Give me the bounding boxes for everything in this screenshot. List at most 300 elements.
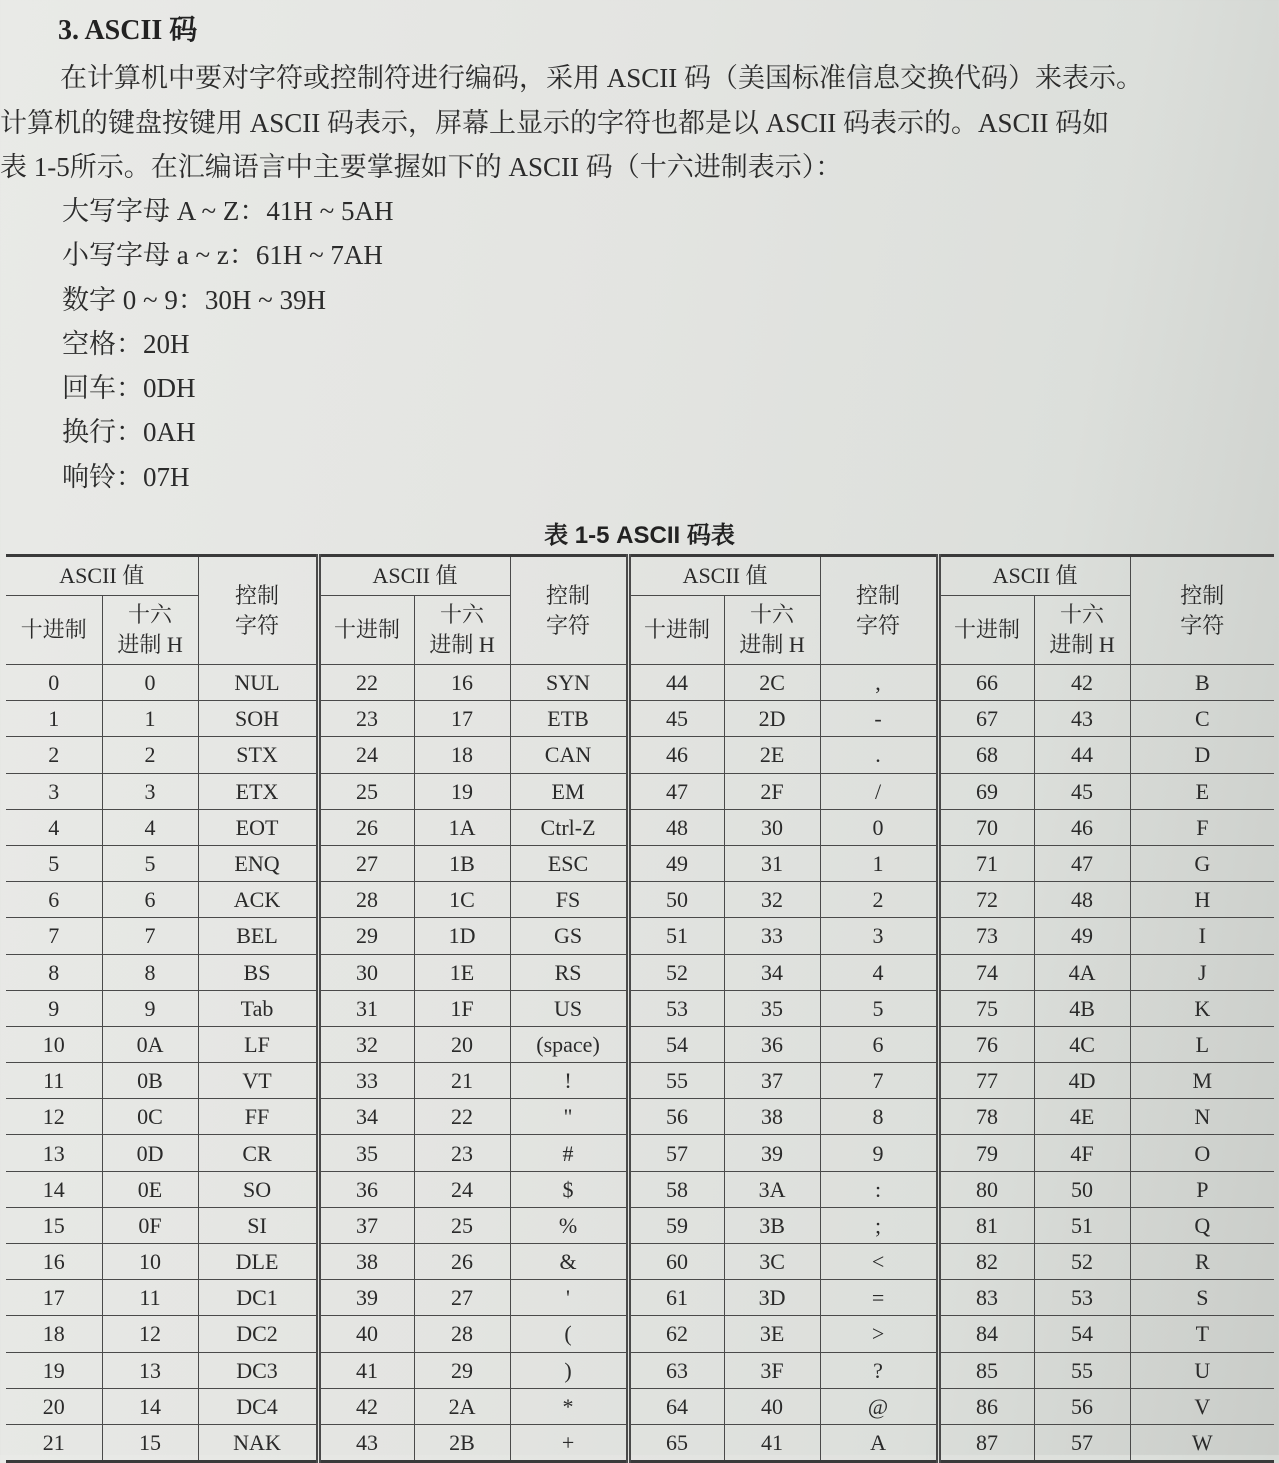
- char-cell: G: [1130, 845, 1274, 881]
- decimal-cell: 71: [938, 845, 1034, 881]
- hex-cell: 50: [1034, 1171, 1130, 1207]
- hex-cell: 26: [414, 1244, 510, 1280]
- hex-cell: 3C: [724, 1244, 820, 1280]
- hex-cell: 0: [102, 665, 198, 701]
- table-row: [6, 1244, 1274, 1280]
- decimal-cell: 81: [938, 1207, 1034, 1243]
- decimal-cell: 67: [938, 701, 1034, 737]
- hex-cell: 6: [102, 882, 198, 918]
- hex-cell: 4: [102, 809, 198, 845]
- table-row: [6, 845, 1274, 881]
- table-row: [6, 1316, 1274, 1352]
- table-row: [6, 882, 1274, 918]
- hex-cell: 30: [724, 809, 820, 845]
- table-row: [6, 1099, 1274, 1135]
- header-text: 进制 H: [429, 632, 495, 657]
- char-cell: STX: [198, 737, 318, 773]
- hex-cell: 48: [1034, 882, 1130, 918]
- decimal-cell: 2: [6, 737, 102, 773]
- header-text: 进制 H: [117, 632, 183, 657]
- header-text: 十六: [128, 602, 173, 627]
- hex-cell: 0C: [102, 1099, 198, 1135]
- table-row: [6, 954, 1274, 990]
- char-cell: ETX: [198, 773, 318, 809]
- decimal-cell: 34: [318, 1099, 414, 1135]
- decimal-cell: 60: [628, 1244, 724, 1280]
- header-control-char: [1130, 556, 1274, 665]
- char-cell: 0: [820, 809, 938, 845]
- char-cell: GS: [510, 918, 628, 954]
- hex-cell: 38: [724, 1099, 820, 1135]
- char-cell: =: [820, 1280, 938, 1316]
- decimal-cell: 54: [628, 1026, 724, 1062]
- ascii-table-container: [6, 554, 1274, 1463]
- hex-cell: 4B: [1034, 990, 1130, 1026]
- decimal-cell: 22: [318, 665, 414, 701]
- table-row: [6, 1171, 1274, 1207]
- char-cell: H: [1130, 882, 1274, 918]
- decimal-cell: 15: [6, 1207, 102, 1243]
- char-cell: %: [510, 1207, 628, 1243]
- hex-cell: 2A: [414, 1388, 510, 1424]
- char-cell: T: [1130, 1316, 1274, 1352]
- char-cell: 5: [820, 990, 938, 1026]
- char-cell: EM: [510, 773, 628, 809]
- list-item: 响铃：07H: [62, 461, 190, 492]
- hex-cell: 3D: [724, 1280, 820, 1316]
- hex-cell: 1B: [414, 845, 510, 881]
- decimal-cell: 69: [938, 773, 1034, 809]
- hex-cell: 0D: [102, 1135, 198, 1171]
- char-cell: DC4: [198, 1388, 318, 1424]
- decimal-cell: 61: [628, 1280, 724, 1316]
- decimal-cell: 6: [6, 882, 102, 918]
- hex-cell: 0E: [102, 1171, 198, 1207]
- char-cell: ACK: [198, 882, 318, 918]
- char-cell: S: [1130, 1280, 1274, 1316]
- char-cell: 9: [820, 1135, 938, 1171]
- decimal-cell: 45: [628, 701, 724, 737]
- char-cell: M: [1130, 1063, 1274, 1099]
- char-cell: DC1: [198, 1280, 318, 1316]
- paragraph-line: 在计算机中要对字符或控制符进行编码，采用 ASCII 码（美国标准信息交换代码）来表示。: [60, 63, 1144, 93]
- char-cell: ETB: [510, 701, 628, 737]
- char-cell: K: [1130, 990, 1274, 1026]
- char-cell: ?: [820, 1352, 938, 1388]
- table-row: [6, 1026, 1274, 1062]
- hex-cell: 3A: [724, 1171, 820, 1207]
- char-cell: CAN: [510, 737, 628, 773]
- hex-cell: 20: [414, 1026, 510, 1062]
- decimal-cell: 86: [938, 1388, 1034, 1424]
- hex-cell: 9: [102, 990, 198, 1026]
- table-row: [6, 1135, 1274, 1171]
- table-body: [6, 665, 1274, 1462]
- header-text: 进制 H: [1049, 632, 1115, 657]
- hex-cell: 14: [102, 1388, 198, 1424]
- ascii-table: [6, 554, 1274, 1463]
- decimal-cell: 1: [6, 701, 102, 737]
- section-heading: 3. ASCII 码: [58, 15, 198, 46]
- header-ascii-value: ASCII 值: [318, 556, 510, 596]
- hex-cell: 47: [1034, 845, 1130, 881]
- hex-cell: 1F: [414, 990, 510, 1026]
- list-item: 大写字母 A ~ Z：41H ~ 5AH: [62, 196, 394, 226]
- hex-cell: 57: [1034, 1424, 1130, 1461]
- decimal-cell: 85: [938, 1352, 1034, 1388]
- hex-cell: 29: [414, 1352, 510, 1388]
- decimal-cell: 7: [6, 918, 102, 954]
- decimal-cell: 18: [6, 1316, 102, 1352]
- char-cell: NUL: [198, 665, 318, 701]
- decimal-cell: 79: [938, 1135, 1034, 1171]
- decimal-cell: 87: [938, 1424, 1034, 1461]
- table-row: [6, 773, 1274, 809]
- char-cell: .: [820, 737, 938, 773]
- char-cell: FS: [510, 882, 628, 918]
- hex-cell: 4D: [1034, 1063, 1130, 1099]
- header-hex: [724, 596, 820, 665]
- header-text: 字符: [235, 612, 280, 638]
- decimal-cell: 49: [628, 845, 724, 881]
- hex-cell: 18: [414, 737, 510, 773]
- hex-cell: 7: [102, 918, 198, 954]
- char-cell: 3: [820, 918, 938, 954]
- header-decimal: 十进制: [318, 596, 414, 665]
- hex-cell: 23: [414, 1135, 510, 1171]
- char-cell: SO: [198, 1171, 318, 1207]
- hex-cell: 34: [724, 954, 820, 990]
- table-row: [6, 809, 1274, 845]
- hex-cell: 24: [414, 1171, 510, 1207]
- char-cell: FF: [198, 1099, 318, 1135]
- ascii-key-codes-list: [62, 189, 393, 499]
- header-text: 进制 H: [739, 632, 805, 657]
- decimal-cell: 29: [318, 918, 414, 954]
- char-cell: Tab: [198, 990, 318, 1026]
- table-row: [6, 1388, 1274, 1424]
- decimal-cell: 19: [6, 1352, 102, 1388]
- hex-cell: 21: [414, 1063, 510, 1099]
- table-row: [6, 1063, 1274, 1099]
- char-cell: ": [510, 1099, 628, 1135]
- hex-cell: 8: [102, 954, 198, 990]
- hex-cell: 22: [414, 1099, 510, 1135]
- hex-cell: 37: [724, 1063, 820, 1099]
- hex-cell: 2D: [724, 701, 820, 737]
- decimal-cell: 83: [938, 1280, 1034, 1316]
- char-cell: ESC: [510, 845, 628, 881]
- hex-cell: 3F: [724, 1352, 820, 1388]
- decimal-cell: 24: [318, 737, 414, 773]
- header-text: 十六: [1060, 602, 1105, 627]
- hex-cell: 56: [1034, 1388, 1130, 1424]
- hex-cell: 41: [724, 1424, 820, 1461]
- char-cell: SI: [198, 1207, 318, 1243]
- char-cell: RS: [510, 954, 628, 990]
- decimal-cell: 13: [6, 1135, 102, 1171]
- header-ascii-value: ASCII 值: [628, 556, 820, 596]
- table-row: [6, 1280, 1274, 1316]
- char-cell: R: [1130, 1244, 1274, 1280]
- char-cell: L: [1130, 1026, 1274, 1062]
- decimal-cell: 31: [318, 990, 414, 1026]
- char-cell: U: [1130, 1352, 1274, 1388]
- header-control-char: [820, 556, 938, 665]
- char-cell: 2: [820, 882, 938, 918]
- char-cell: DC2: [198, 1316, 318, 1352]
- decimal-cell: 62: [628, 1316, 724, 1352]
- decimal-cell: 9: [6, 990, 102, 1026]
- char-cell: J: [1130, 954, 1274, 990]
- decimal-cell: 25: [318, 773, 414, 809]
- decimal-cell: 72: [938, 882, 1034, 918]
- hex-cell: 43: [1034, 701, 1130, 737]
- char-cell: @: [820, 1388, 938, 1424]
- char-cell: 1: [820, 845, 938, 881]
- hex-cell: 40: [724, 1388, 820, 1424]
- header-decimal: 十进制: [6, 596, 102, 665]
- decimal-cell: 32: [318, 1026, 414, 1062]
- hex-cell: 27: [414, 1280, 510, 1316]
- decimal-cell: 38: [318, 1244, 414, 1280]
- list-item: 空格：20H: [62, 328, 190, 359]
- hex-cell: 10: [102, 1244, 198, 1280]
- decimal-cell: 43: [318, 1424, 414, 1461]
- hex-cell: 0A: [102, 1026, 198, 1062]
- hex-cell: 11: [102, 1280, 198, 1316]
- char-cell: E: [1130, 773, 1274, 809]
- hex-cell: 36: [724, 1026, 820, 1062]
- hex-cell: 17: [414, 701, 510, 737]
- decimal-cell: 44: [628, 665, 724, 701]
- hex-cell: 49: [1034, 918, 1130, 954]
- hex-cell: 4E: [1034, 1099, 1130, 1135]
- decimal-cell: 20: [6, 1388, 102, 1424]
- decimal-cell: 46: [628, 737, 724, 773]
- char-cell: Ctrl-Z: [510, 809, 628, 845]
- decimal-cell: 5: [6, 845, 102, 881]
- decimal-cell: 47: [628, 773, 724, 809]
- decimal-cell: 78: [938, 1099, 1034, 1135]
- hex-cell: 0F: [102, 1207, 198, 1243]
- decimal-cell: 8: [6, 954, 102, 990]
- char-cell: W: [1130, 1424, 1274, 1461]
- char-cell: Q: [1130, 1207, 1274, 1243]
- char-cell: /: [820, 773, 938, 809]
- char-cell: B: [1130, 665, 1274, 701]
- header-text: 字符: [546, 612, 591, 638]
- hex-cell: 3B: [724, 1207, 820, 1243]
- decimal-cell: 16: [6, 1244, 102, 1280]
- char-cell: 4: [820, 954, 938, 990]
- decimal-cell: 74: [938, 954, 1034, 990]
- decimal-cell: 57: [628, 1135, 724, 1171]
- hex-cell: 19: [414, 773, 510, 809]
- char-cell: +: [510, 1424, 628, 1461]
- table-row: [6, 918, 1274, 954]
- char-cell: VT: [198, 1063, 318, 1099]
- decimal-cell: 35: [318, 1135, 414, 1171]
- decimal-cell: 27: [318, 845, 414, 881]
- decimal-cell: 37: [318, 1207, 414, 1243]
- hex-cell: 54: [1034, 1316, 1130, 1352]
- decimal-cell: 82: [938, 1244, 1034, 1280]
- char-cell: C: [1130, 701, 1274, 737]
- hex-cell: 4F: [1034, 1135, 1130, 1171]
- decimal-cell: 26: [318, 809, 414, 845]
- decimal-cell: 41: [318, 1352, 414, 1388]
- header-text: 字符: [856, 612, 901, 638]
- decimal-cell: 4: [6, 809, 102, 845]
- header-row: [6, 596, 1274, 665]
- char-cell: ): [510, 1352, 628, 1388]
- char-cell: 8: [820, 1099, 938, 1135]
- char-cell: ;: [820, 1207, 938, 1243]
- header-ascii-value: ASCII 值: [6, 556, 198, 596]
- intro-paragraph: [0, 56, 1279, 190]
- decimal-cell: 17: [6, 1280, 102, 1316]
- char-cell: F: [1130, 809, 1274, 845]
- hex-cell: 13: [102, 1352, 198, 1388]
- decimal-cell: 77: [938, 1063, 1034, 1099]
- char-cell: P: [1130, 1171, 1274, 1207]
- decimal-cell: 0: [6, 665, 102, 701]
- char-cell: BEL: [198, 918, 318, 954]
- char-cell: N: [1130, 1099, 1274, 1135]
- hex-cell: 39: [724, 1135, 820, 1171]
- decimal-cell: 73: [938, 918, 1034, 954]
- char-cell: #: [510, 1135, 628, 1171]
- hex-cell: 35: [724, 990, 820, 1026]
- char-cell: ,: [820, 665, 938, 701]
- header-control-char: [510, 556, 628, 665]
- decimal-cell: 75: [938, 990, 1034, 1026]
- char-cell: !: [510, 1063, 628, 1099]
- char-cell: (: [510, 1316, 628, 1352]
- decimal-cell: 23: [318, 701, 414, 737]
- char-cell: <: [820, 1244, 938, 1280]
- list-item: 换行：0AH: [62, 417, 196, 448]
- char-cell: ': [510, 1280, 628, 1316]
- list-item: 小写字母 a ~ z：61H ~ 7AH: [62, 240, 383, 271]
- char-cell: 7: [820, 1063, 938, 1099]
- char-cell: *: [510, 1388, 628, 1424]
- decimal-cell: 28: [318, 882, 414, 918]
- char-cell: O: [1130, 1135, 1274, 1171]
- decimal-cell: 70: [938, 809, 1034, 845]
- header-text: 十六: [440, 602, 485, 627]
- hex-cell: 52: [1034, 1244, 1130, 1280]
- hex-cell: 28: [414, 1316, 510, 1352]
- hex-cell: 33: [724, 918, 820, 954]
- table-row: [6, 737, 1274, 773]
- char-cell: :: [820, 1171, 938, 1207]
- decimal-cell: 76: [938, 1026, 1034, 1062]
- char-cell: LF: [198, 1026, 318, 1062]
- header-control-char: [198, 556, 318, 665]
- header-ascii-value: ASCII 值: [938, 556, 1130, 596]
- hex-cell: 42: [1034, 665, 1130, 701]
- char-cell: A: [820, 1424, 938, 1461]
- char-cell: ENQ: [198, 845, 318, 881]
- hex-cell: 2B: [414, 1424, 510, 1461]
- header-decimal: 十进制: [628, 596, 724, 665]
- char-cell: DC3: [198, 1352, 318, 1388]
- hex-cell: 1D: [414, 918, 510, 954]
- char-cell: 6: [820, 1026, 938, 1062]
- hex-cell: 1A: [414, 809, 510, 845]
- decimal-cell: 51: [628, 918, 724, 954]
- decimal-cell: 21: [6, 1424, 102, 1461]
- header-text: 字符: [1180, 612, 1225, 638]
- decimal-cell: 64: [628, 1388, 724, 1424]
- hex-cell: 4C: [1034, 1026, 1130, 1062]
- char-cell: BS: [198, 954, 318, 990]
- decimal-cell: 30: [318, 954, 414, 990]
- header-decimal: 十进制: [938, 596, 1034, 665]
- hex-cell: 0B: [102, 1063, 198, 1099]
- decimal-cell: 36: [318, 1171, 414, 1207]
- hex-cell: 16: [414, 665, 510, 701]
- table-row: [6, 665, 1274, 701]
- hex-cell: 31: [724, 845, 820, 881]
- decimal-cell: 39: [318, 1280, 414, 1316]
- decimal-cell: 3: [6, 773, 102, 809]
- hex-cell: 53: [1034, 1280, 1130, 1316]
- hex-cell: 55: [1034, 1352, 1130, 1388]
- char-cell: SYN: [510, 665, 628, 701]
- char-cell: $: [510, 1171, 628, 1207]
- decimal-cell: 14: [6, 1171, 102, 1207]
- decimal-cell: 12: [6, 1099, 102, 1135]
- list-item: 数字 0 ~ 9：30H ~ 39H: [62, 284, 326, 315]
- char-cell: V: [1130, 1388, 1274, 1424]
- hex-cell: 1: [102, 701, 198, 737]
- decimal-cell: 55: [628, 1063, 724, 1099]
- hex-cell: 3E: [724, 1316, 820, 1352]
- header-text: 控制: [856, 582, 901, 608]
- header-text: 控制: [1180, 582, 1225, 608]
- decimal-cell: 40: [318, 1316, 414, 1352]
- header-text: 控制: [546, 582, 591, 608]
- hex-cell: 32: [724, 882, 820, 918]
- list-item: 回车：0DH: [62, 373, 196, 404]
- char-cell: I: [1130, 918, 1274, 954]
- hex-cell: 12: [102, 1316, 198, 1352]
- hex-cell: 1C: [414, 882, 510, 918]
- decimal-cell: 66: [938, 665, 1034, 701]
- hex-cell: 3: [102, 773, 198, 809]
- table-row: [6, 990, 1274, 1026]
- decimal-cell: 10: [6, 1026, 102, 1062]
- decimal-cell: 84: [938, 1316, 1034, 1352]
- decimal-cell: 50: [628, 882, 724, 918]
- char-cell: NAK: [198, 1424, 318, 1461]
- hex-cell: 25: [414, 1207, 510, 1243]
- decimal-cell: 65: [628, 1424, 724, 1461]
- char-cell: SOH: [198, 701, 318, 737]
- header-text: 控制: [235, 582, 280, 608]
- table-row: [6, 1424, 1274, 1461]
- decimal-cell: 42: [318, 1388, 414, 1424]
- decimal-cell: 48: [628, 809, 724, 845]
- table-row: [6, 1207, 1274, 1243]
- char-cell: DLE: [198, 1244, 318, 1280]
- header-text: 十六: [750, 602, 795, 627]
- header-row: [6, 556, 1274, 596]
- hex-cell: 2F: [724, 773, 820, 809]
